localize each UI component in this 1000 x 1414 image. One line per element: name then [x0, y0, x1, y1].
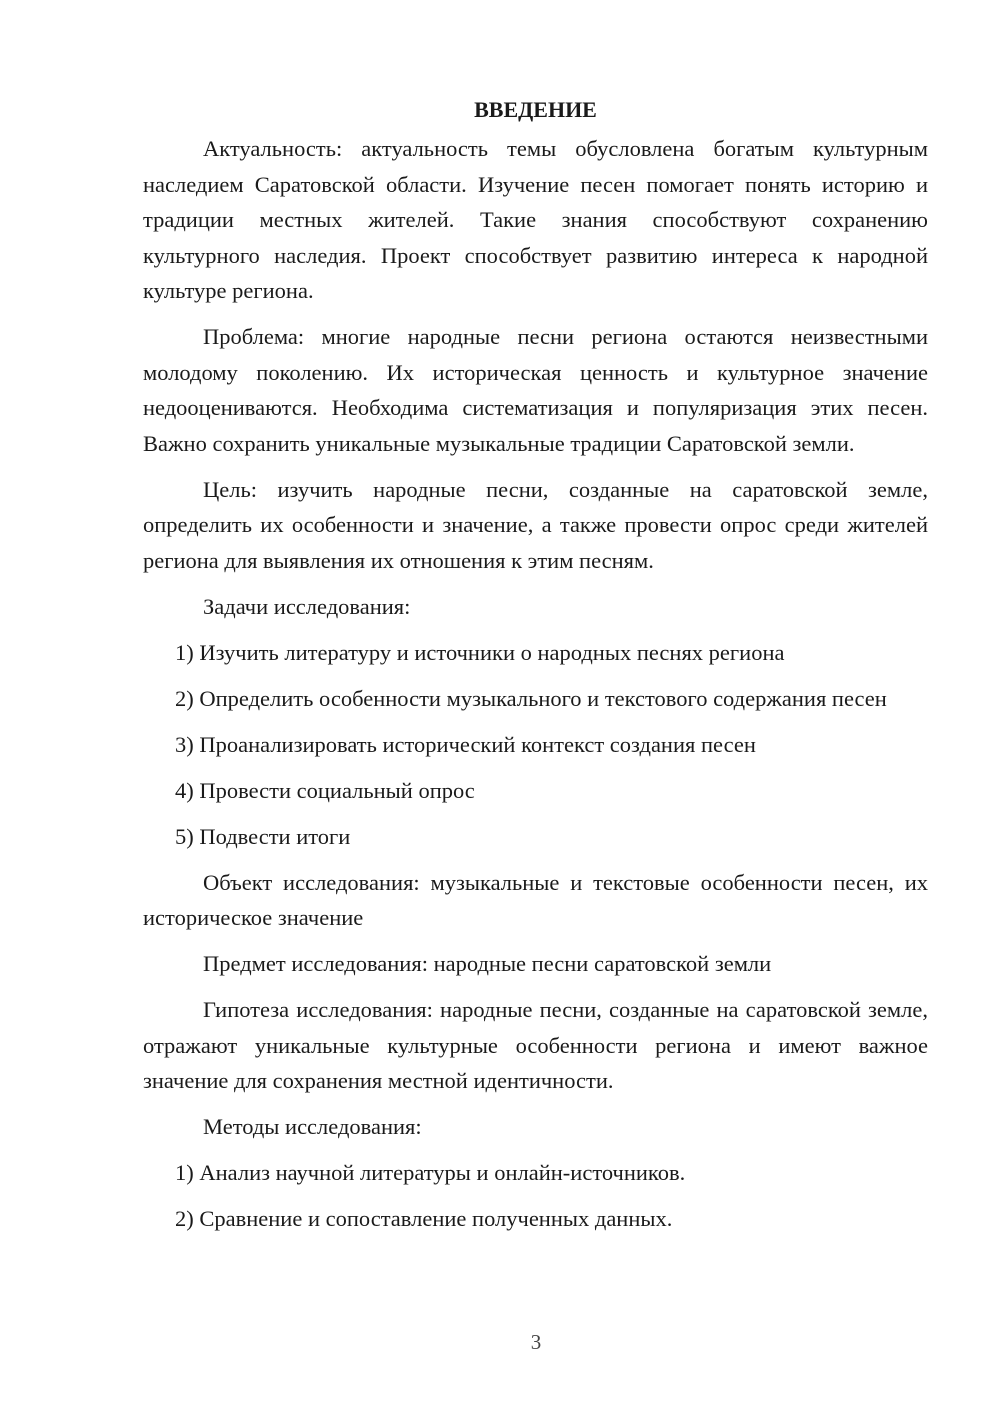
task-item-5: 5) Подвести итоги [175, 823, 351, 849]
goal-paragraph: Цель: изучить народные песни, созданные на саратовской земле, определить их особенности и значение, а также провести опрос среди жителей региона для выявления их отношения к этим песням. [143, 476, 928, 573]
method-item-2: 2) Сравнение и сопоставление полученных данных. [175, 1206, 673, 1231]
task-item-4: 4) Провести социальный опрос [175, 777, 475, 803]
task-item-2: 2) Определить особенности музыкального и текстового содержания песен [175, 685, 887, 711]
method-item-1: 1) Анализ научной литературы и онлайн-источников. [175, 1160, 686, 1185]
tasks-heading: Задачи исследования: [203, 593, 411, 619]
subject-paragraph: Предмет исследования: народные песни саратовской земли [203, 951, 772, 976]
object-paragraph: Объект исследования: музыкальные и текстовые особенности песен, их историческое значение [143, 869, 928, 930]
document-page [143, 92, 928, 1237]
page-number: 3 [530, 1330, 542, 1354]
section-title: ВВЕДЕНИЕ [474, 97, 597, 122]
problem-paragraph: Проблема: многие народные песни региона остаются неизвестными молодому поколению. Их историческая ценность и культурное значение недооцениваются. Необходима систематизация и популяризация этих песен. Важно сохранить уникальные музыкальные традиции Саратовской земли. [143, 324, 928, 456]
relevance-paragraph: Актуальность: актуальность темы обусловлена богатым культурным наследием Саратовской области. Изучение песен помогает понять историю и традиции местных жителей. Такие знания способствуют сохранению культурного наследия. Проект способствует развитию интереса к народной культуре региона. [143, 136, 928, 303]
methods-heading: Методы исследования: [203, 1114, 422, 1139]
task-item-3: 3) Проанализировать исторический контекст создания песен [175, 731, 756, 757]
hypothesis-paragraph: Гипотеза исследования: народные песни, созданные на саратовской земле, отражают уникальные культурные особенности региона и имеют важное значение для сохранения местной идентичности. [143, 997, 928, 1093]
task-item-1: 1) Изучить литературу и источники о народных песнях региона [175, 639, 785, 665]
